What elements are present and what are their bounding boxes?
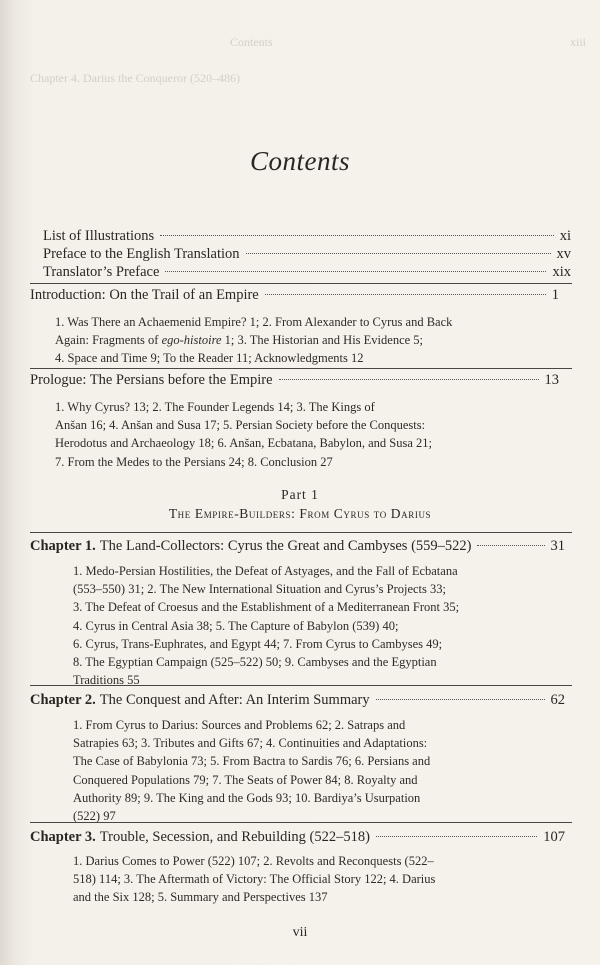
- dot-leader: [160, 235, 554, 236]
- dot-leader: [477, 545, 544, 546]
- subentry-line: Herodotus and Archaeology 18; 6. Anšan, Ecbatana, Babylon, and Susa 21;: [55, 436, 433, 451]
- page-title: Contents: [249, 146, 350, 176]
- toc-entry-label: Prologue: The Persians before the Empire: [30, 372, 273, 388]
- toc-subentries-chapter-1: [73, 562, 573, 689]
- subentry-line: 1. Darius Comes to Power (522) 107; 2. Revolts and Reconquests (522–: [73, 854, 434, 868]
- divider: [30, 532, 572, 533]
- toc-entry-chapter-3[interactable]: [30, 829, 565, 846]
- subentry-line: Conquered Populations 79; 7. The Seats of Power 84; 8. Royalty and: [73, 772, 418, 787]
- divider: [30, 685, 572, 686]
- subentry-line: 1. From Cyrus to Darius: Sources and Problems 62; 2. Satraps and: [73, 718, 406, 732]
- toc-entry-page: 107: [543, 829, 565, 845]
- subentry-italic-text: ego-histoire: [161, 333, 222, 348]
- toc-entry-page: 31: [550, 538, 565, 554]
- bleed-through-text: [30, 0, 590, 240]
- subentry-line: 3. The Defeat of Croesus and the Establishment of a Mediterranean Front 35;: [73, 600, 460, 615]
- subentry-line: Satrapies 63; 3. Tributes and Gifts 67; 4. Continuities and Adaptations:: [73, 736, 428, 751]
- toc-entry-page: xv: [556, 246, 571, 262]
- toc-entry-prologue[interactable]: [30, 372, 559, 389]
- toc-entry-chapter-2[interactable]: [30, 692, 565, 709]
- chapter-title: Trouble, Secession, and Rebuilding (522–518): [99, 829, 370, 845]
- dot-leader: [376, 836, 537, 837]
- page-number: vii: [292, 925, 308, 940]
- subentry-line: 4. Space and Time 9; To the Reader 11; Acknowledgments 12: [55, 351, 364, 366]
- subentry-line: Anšan 16; 4. Anšan and Susa 17; 5. Persian Society before the Conquests:: [55, 418, 426, 433]
- chapter-number: Chapter 3.: [30, 829, 96, 845]
- part-label: Part 1: [281, 487, 319, 502]
- subentry-line: 1. Medo-Persian Hostilities, the Defeat of Astyages, and the Fall of Ecbatana: [73, 564, 458, 578]
- chapter-number: Chapter 1.: [30, 538, 96, 554]
- bleed-header: Contents: [230, 35, 273, 49]
- toc-entry-label: Preface to the English Translation: [43, 246, 240, 262]
- toc-entry-label: List of Illustrations: [43, 228, 155, 244]
- subentry-line: [55, 331, 565, 349]
- divider: [30, 283, 572, 284]
- subentry-line: 1. Was There an Achaemenid Empire? 1; 2. From Alexander to Cyrus and Back: [55, 315, 453, 329]
- dot-leader: [376, 699, 545, 700]
- subentry-line: 7. From the Medes to the Persians 24; 8. Conclusion 27: [55, 454, 333, 469]
- chapter-title: The Land-Collectors: Cyrus the Great and Cambyses (559–522): [99, 538, 472, 554]
- toc-subentries-chapter-3: [73, 852, 573, 907]
- toc-entry-translators-preface[interactable]: [43, 264, 571, 281]
- toc-entry-page: 13: [544, 372, 559, 388]
- dot-leader: [265, 294, 546, 295]
- subentry-line: (522) 97: [73, 809, 116, 824]
- bleed-line: Chapter 4. Darius the Conqueror (520–486): [30, 71, 240, 85]
- chapter-title: The Conquest and After: An Interim Summary: [99, 692, 370, 708]
- toc-subentries-introduction: [55, 313, 565, 368]
- toc-entry-preface-english[interactable]: [43, 246, 571, 263]
- divider: [30, 822, 572, 823]
- toc-entry-page: xi: [559, 228, 571, 244]
- subentry-line: Authority 89; 9. The King and the Gods 93; 10. Bardiya’s Usurpation: [73, 790, 421, 805]
- subentry-line: The Case of Babylonia 73; 5. From Bactra to Sardis 76; 6. Persians and: [73, 754, 431, 769]
- toc-entry-illustrations[interactable]: [43, 228, 571, 245]
- toc-subentries-prologue: [55, 398, 565, 471]
- subentry-line: 4. Cyrus in Central Asia 38; 5. The Capture of Babylon (539) 40;: [73, 618, 399, 633]
- toc-entry-introduction[interactable]: [30, 287, 559, 304]
- divider: [30, 368, 572, 369]
- subentry-line: 8. The Egyptian Campaign (525–522) 50; 9. Cambyses and the Egyptian: [73, 655, 437, 670]
- toc-entry-label: Translator’s Preface: [43, 264, 160, 280]
- dot-leader: [279, 379, 539, 380]
- part-title: The Empire-Builders: From Cyrus to Darius: [168, 506, 432, 521]
- chapter-number: Chapter 2.: [30, 692, 96, 708]
- toc-entry-page: 1: [551, 287, 559, 303]
- dot-leader: [246, 253, 551, 254]
- subentry-line: 1. Why Cyrus? 13; 2. The Founder Legends 14; 3. The Kings of: [55, 400, 375, 414]
- subentry-text: 1; 3. The Historian and His Evidence 5;: [221, 333, 424, 348]
- toc-entry-chapter-1[interactable]: [30, 538, 565, 555]
- toc-entry-page: 62: [550, 692, 565, 708]
- subentry-text: Again: Fragments of: [55, 333, 162, 348]
- subentry-line: Traditions 55: [73, 673, 140, 688]
- subentry-line: and the Six 128; 5. Summary and Perspectives 137: [73, 890, 328, 905]
- subentry-line: 518) 114; 3. The Aftermath of Victory: The Official Story 122; 4. Darius: [73, 872, 436, 887]
- toc-entry-label: Introduction: On the Trail of an Empire: [30, 287, 259, 303]
- subentry-line: (553–550) 31; 2. The New International Situation and Cyrus’s Projects 33;: [73, 582, 446, 597]
- subentry-line: 6. Cyrus, Trans-Euphrates, and Egypt 44; 7. From Cyrus to Cambyses 49;: [73, 636, 443, 651]
- bleed-folio: xiii: [570, 35, 587, 49]
- toc-subentries-chapter-2: [73, 716, 573, 825]
- dot-leader: [165, 271, 546, 272]
- toc-entry-page: xix: [552, 264, 571, 280]
